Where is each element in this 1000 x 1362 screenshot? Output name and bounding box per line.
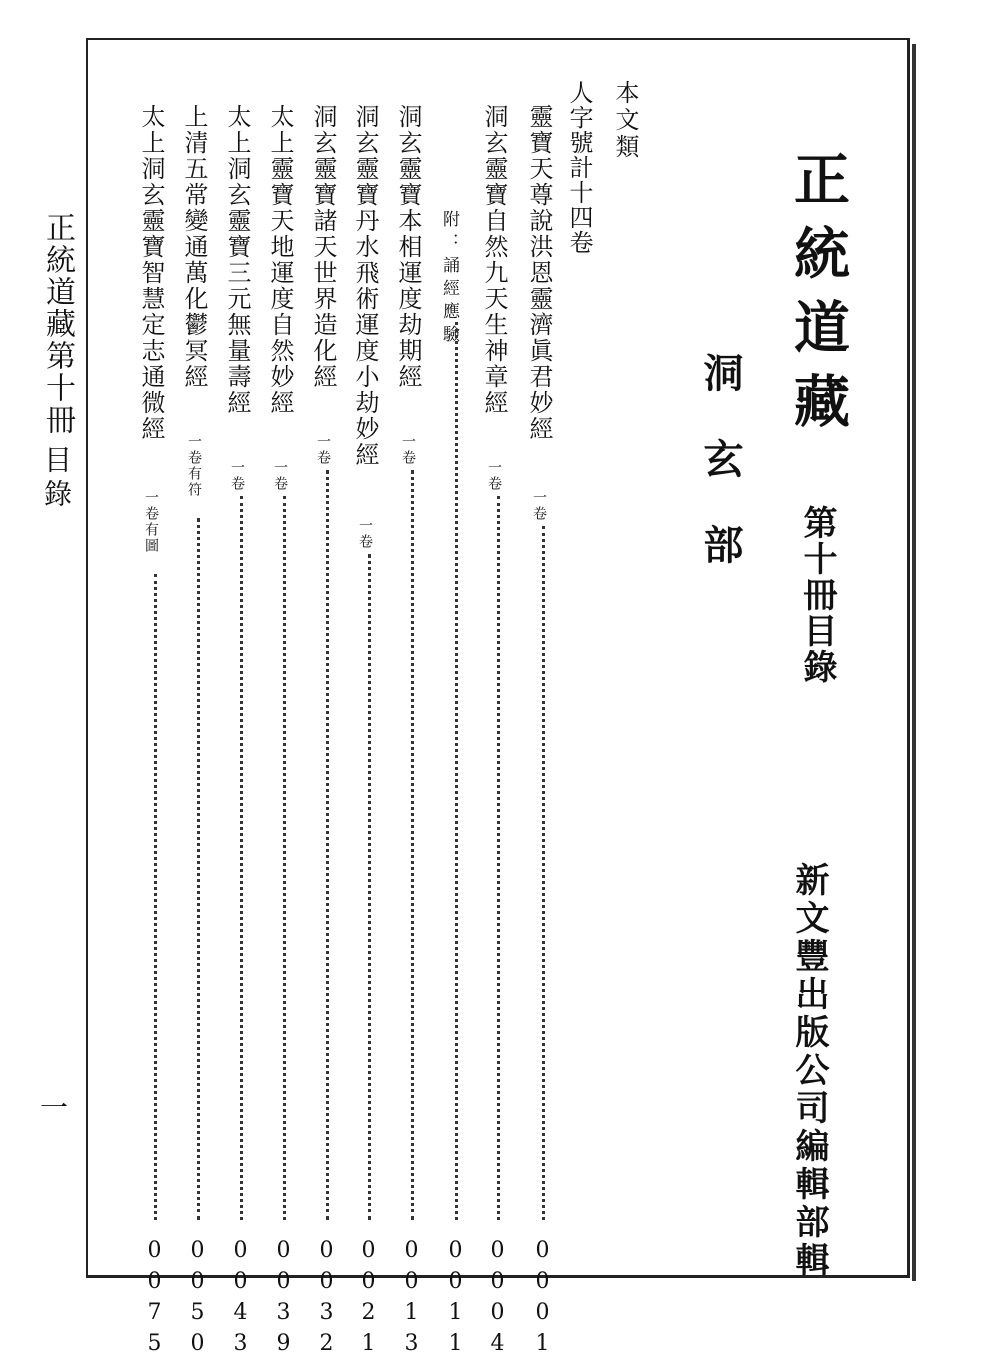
entry-note: 一卷 (272, 460, 288, 492)
entry-title: 靈寶天尊說洪恩靈濟眞君妙經 (525, 104, 553, 442)
toc-entry (351, 104, 387, 1362)
dot-leader (542, 526, 545, 1220)
dot-leader (455, 322, 458, 1220)
toc-count-line: 人字號計十四卷 (565, 80, 593, 255)
entry-title: 附：誦經應驗 (439, 210, 459, 348)
entry-page: 0011 (443, 1238, 468, 1362)
toc-entry (525, 104, 561, 1362)
toc-entry (137, 104, 173, 1362)
section-label: 洞玄部 (697, 352, 744, 610)
entry-note: 一卷 (229, 460, 245, 492)
dot-leader (411, 470, 414, 1220)
entry-title: 太上洞玄靈寶智慧定志通微經 (137, 104, 165, 442)
toc-entry (439, 210, 474, 1362)
dot-leader (497, 496, 500, 1220)
entry-page: 0013 (399, 1238, 424, 1362)
toc-entry (394, 104, 430, 1362)
dot-leader (326, 470, 329, 1220)
dot-leader (197, 518, 200, 1220)
toc-entry (480, 104, 516, 1362)
entry-note: 一卷有圖 (143, 490, 159, 554)
entry-title: 上清五常變通萬化鬱冥經 (180, 104, 208, 390)
entry-title: 太上洞玄靈寶三元無量壽經 (223, 104, 251, 416)
side-running-title: 正統道藏第十冊 (40, 212, 75, 436)
collection-title: 正統道藏 (785, 150, 851, 446)
publisher: 新文豐出版公司編輯部輯 (789, 862, 829, 1280)
volume-label: 第十冊目錄 (797, 505, 837, 685)
entry-page: 0075 (142, 1238, 167, 1362)
dot-leader (368, 554, 371, 1220)
entry-note: 一卷有符 (186, 434, 202, 498)
dot-leader (240, 496, 243, 1220)
entry-title: 太上靈寶天地運度自然妙經 (266, 104, 294, 416)
entry-note: 一卷 (486, 460, 502, 492)
toc-entry (309, 104, 345, 1362)
entry-title: 洞玄靈寶丹水飛術運度小劫妙經 (351, 104, 379, 468)
toc-heading: 本文類 (611, 80, 639, 161)
entry-page: 0004 (485, 1238, 510, 1362)
page-border-shadow (912, 44, 916, 1281)
toc-entry (180, 104, 216, 1362)
side-label: 目錄 (40, 445, 73, 513)
entry-title: 洞玄靈寶自然九天生神章經 (480, 104, 508, 416)
toc-entry (223, 104, 259, 1362)
entry-note: 一卷 (400, 434, 416, 466)
entry-page: 0032 (314, 1238, 339, 1362)
entry-title: 洞玄靈寶本相運度劫期經 (394, 104, 422, 390)
entry-note: 一卷 (357, 518, 373, 550)
page-folio: 一 (40, 1091, 69, 1124)
entry-page: 0039 (271, 1238, 296, 1362)
entry-page: 0021 (356, 1238, 381, 1362)
dot-leader (154, 574, 157, 1220)
dot-leader (283, 496, 286, 1220)
entry-page: 0050 (185, 1238, 210, 1362)
entry-note: 一卷 (531, 490, 547, 522)
entry-page: 0043 (228, 1238, 253, 1362)
toc-entry (266, 104, 302, 1362)
entry-page: 0001 (530, 1238, 555, 1362)
entry-title: 洞玄靈寶諸天世界造化經 (309, 104, 337, 390)
entry-note: 一卷 (315, 434, 331, 466)
